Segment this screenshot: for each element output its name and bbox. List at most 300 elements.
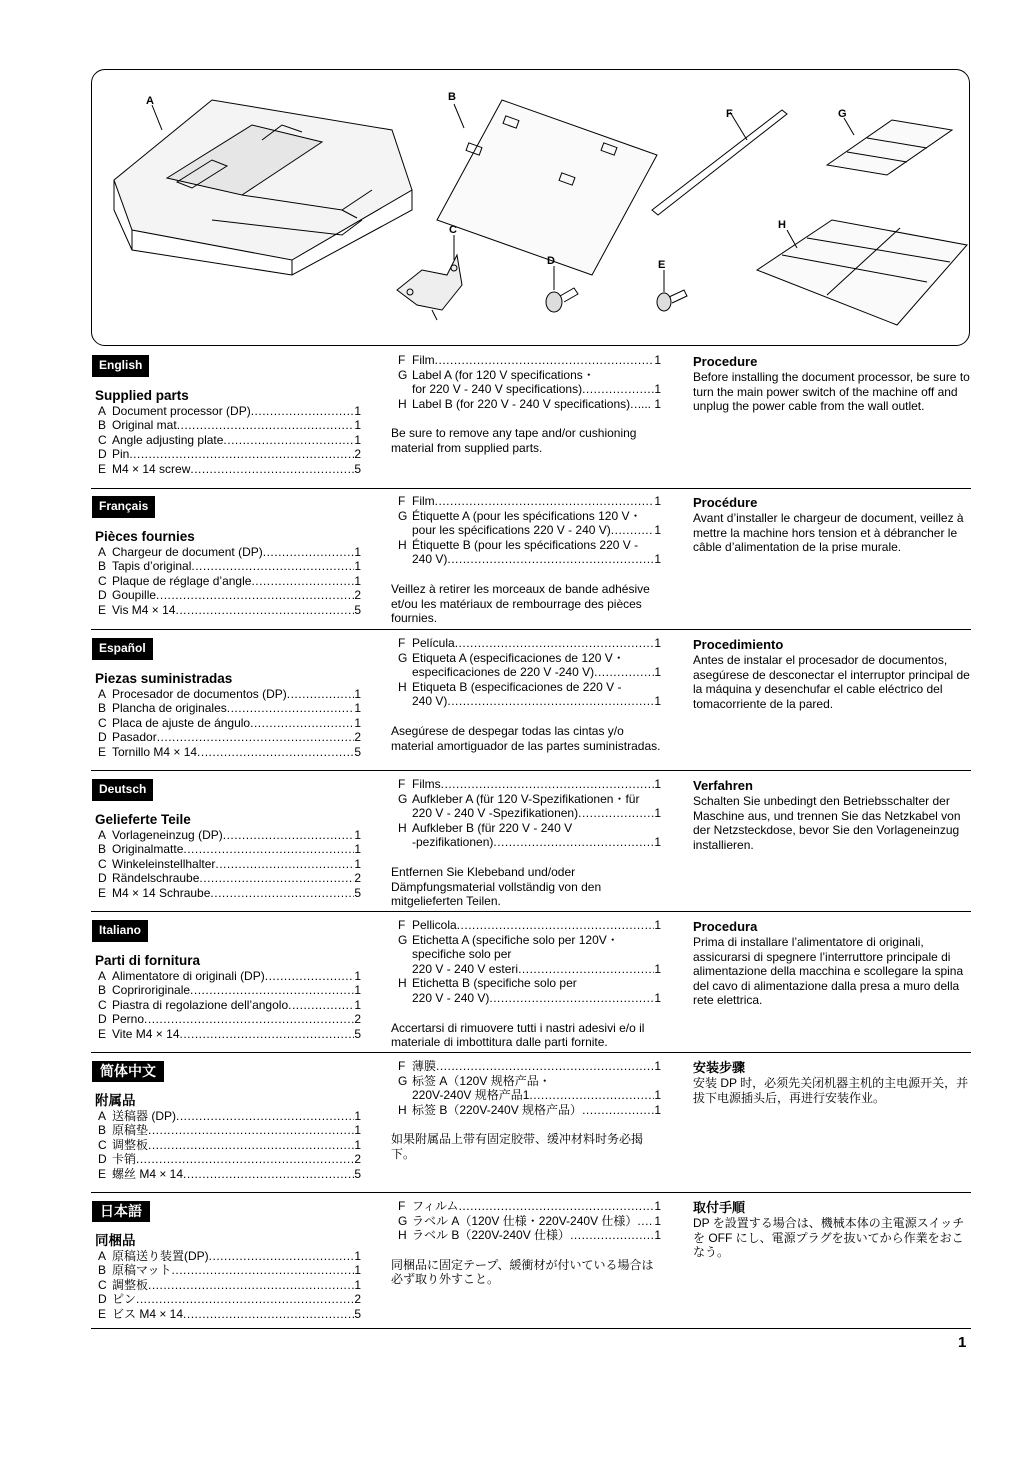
labels-column xyxy=(391,636,661,753)
procedure-text: Antes de instalar el procesador de documentos, asegúrese de desconectar el interruptor principal de la máquina y desenchufar el cable eléctrico del tomacorriente de la pared. xyxy=(693,653,970,711)
leader-dots xyxy=(136,1152,354,1167)
leader-dots xyxy=(637,1214,654,1229)
supplied-parts-column xyxy=(91,777,361,901)
procedure-title: Procedure xyxy=(693,354,758,369)
item-text: Plancha de originales xyxy=(112,701,227,716)
item-key: D xyxy=(98,1012,107,1027)
item-key: A xyxy=(98,403,107,418)
item-key: E xyxy=(98,1166,107,1181)
supplied-parts-column xyxy=(91,494,361,618)
item-text: Piastra di regolazione dell’angolo xyxy=(112,997,289,1012)
item-qty: 1 xyxy=(654,835,661,850)
item-qty: 1 xyxy=(354,573,361,588)
item-text: M4 × 14 screw xyxy=(112,461,191,476)
item-key: D xyxy=(98,447,107,462)
item-key: H xyxy=(398,537,407,552)
item-text: specifiche solo per xyxy=(412,947,512,962)
item-key xyxy=(398,806,412,821)
parts-list xyxy=(98,1109,361,1182)
list-item xyxy=(398,947,661,962)
list-item xyxy=(98,574,361,589)
leader-dots xyxy=(594,665,654,680)
list-item xyxy=(398,976,661,991)
item-text: 标签 B（220V-240V 规格产品） xyxy=(412,1102,583,1117)
item-qty: 1 xyxy=(354,701,361,716)
item-key xyxy=(398,991,412,1006)
leader-dots xyxy=(582,1103,654,1118)
list-item xyxy=(98,745,361,760)
list-item xyxy=(98,701,361,716)
leader-dots xyxy=(518,962,654,977)
item-key: E xyxy=(98,1306,107,1321)
item-qty: 1 xyxy=(354,983,361,998)
list-item xyxy=(98,545,361,560)
list-item xyxy=(398,1103,661,1118)
removal-note: Be sure to remove any tape and/or cushioning material from supplied parts. xyxy=(391,426,637,455)
list-item xyxy=(398,792,661,807)
angle-plate-drawing xyxy=(397,255,462,320)
list-item xyxy=(98,1138,361,1153)
list-item xyxy=(98,1109,361,1124)
item-qty: 2 xyxy=(354,588,361,603)
section-divider xyxy=(91,1192,971,1193)
leader-dots xyxy=(183,842,354,857)
leader-dots xyxy=(441,777,655,792)
item-text: for 220 V - 240 V specifications) xyxy=(412,382,583,397)
removal-note: Accertarsi di rimuovere tutti i nastri adesivi e/o il materiale di imbottitura dalle parti fornite. xyxy=(391,1020,645,1050)
item-qty: 1 xyxy=(354,827,361,842)
screw-drawing xyxy=(657,290,687,311)
list-item xyxy=(98,1249,361,1264)
label-b-drawing xyxy=(757,220,967,325)
list-item xyxy=(98,730,361,745)
item-text: Films xyxy=(412,777,441,791)
section-divider xyxy=(91,1052,971,1053)
leader-dots xyxy=(176,1109,354,1124)
item-text: 220 V - 240 V -Spezifikationen) xyxy=(412,806,579,821)
list-item xyxy=(98,404,361,419)
item-text: M4 × 14 Schraube xyxy=(112,885,211,900)
leader-dots xyxy=(630,397,641,412)
item-text: 调整板 xyxy=(112,1137,149,1152)
parts-list xyxy=(98,1249,361,1322)
removal-note: Veillez à retirer les morceaux de bande adhésive et/ou les matériaux de rembourrage des pièces fournies. xyxy=(391,581,650,626)
item-key xyxy=(398,962,412,977)
list-item xyxy=(98,1027,361,1042)
item-text: Vorlageneinzug (DP) xyxy=(112,827,223,842)
item-key: G xyxy=(398,791,408,806)
procedure-text: Prima di installare l’alimentatore di originali, assicurarsi di spegnere l’interruttore principale di alimentazione della macchina e scollegare la spina del cavo di alimentazione dalla presa a muro della rete elettrica. xyxy=(693,935,964,1008)
procedure-title: Verfahren xyxy=(693,778,753,793)
svg-text:F: F xyxy=(726,108,733,120)
item-key: H xyxy=(398,1102,407,1117)
item-qty: ... 1 xyxy=(640,396,661,411)
item-qty: 1 xyxy=(354,1123,361,1138)
procedure-text: 安装 DP 时，必须先关闭机器主机的主电源开关，并拔下电源插头后，再进行安装作业。 xyxy=(693,1076,969,1105)
labels-column xyxy=(391,777,661,909)
leader-dots xyxy=(177,418,355,433)
procedure-column xyxy=(693,494,973,555)
list-item xyxy=(398,821,661,836)
svg-text:A: A xyxy=(146,95,154,107)
item-text: Chargeur de document (DP) xyxy=(112,544,263,559)
list-item xyxy=(98,588,361,603)
list-item xyxy=(98,1012,361,1027)
list-item xyxy=(98,559,361,574)
list-item xyxy=(398,1199,661,1214)
item-qty: 1 xyxy=(654,636,661,650)
procedure-column xyxy=(693,1199,973,1260)
list-item xyxy=(98,716,361,731)
item-qty: 1 xyxy=(654,382,661,397)
item-qty: 1 xyxy=(354,968,361,983)
item-qty: 5 xyxy=(354,1026,361,1041)
list-item xyxy=(98,857,361,872)
item-qty: 1 xyxy=(654,523,661,538)
leader-dots xyxy=(251,574,354,589)
leader-dots xyxy=(436,1059,654,1074)
item-text: -pezifikationen) xyxy=(412,835,494,850)
procedure-title: Procedura xyxy=(693,919,758,934)
item-qty: 1 xyxy=(654,1213,661,1228)
list-item xyxy=(398,552,661,567)
item-key: F xyxy=(398,1059,406,1073)
leader-dots xyxy=(190,462,354,477)
item-key: A xyxy=(98,1248,107,1263)
item-qty: 1 xyxy=(354,997,361,1012)
leader-dots xyxy=(215,857,354,872)
item-key: C xyxy=(98,997,107,1012)
procedure-column xyxy=(693,1059,973,1105)
leader-dots xyxy=(611,523,655,538)
language-tag: 日本語 xyxy=(92,1201,150,1222)
item-key: A xyxy=(98,686,107,701)
leader-dots xyxy=(288,998,354,1013)
labels-list xyxy=(398,918,661,1006)
item-key: A xyxy=(98,827,107,842)
item-key: A xyxy=(98,968,107,983)
item-text: Étiquette B (pour les spécifications 220 V - xyxy=(412,537,639,552)
labels-list xyxy=(398,353,661,411)
leader-dots xyxy=(191,559,354,574)
leader-dots xyxy=(223,828,355,843)
item-text: ピン xyxy=(112,1292,137,1307)
item-qty: 1 xyxy=(654,777,661,791)
svg-text:G: G xyxy=(838,108,847,120)
leader-dots xyxy=(199,871,354,886)
item-key xyxy=(398,694,412,709)
list-item xyxy=(398,918,661,933)
item-text: Perno xyxy=(112,1012,145,1027)
item-text: Etichetta A (specifiche solo per 120V・ xyxy=(412,932,619,947)
item-key xyxy=(398,1088,412,1103)
labels-list xyxy=(398,777,661,850)
item-key: C xyxy=(98,573,107,588)
list-item xyxy=(398,694,661,709)
item-key: F xyxy=(398,494,406,508)
item-text: Etiqueta B (especificaciones de 220 V - xyxy=(412,679,622,694)
item-key: C xyxy=(98,432,107,447)
item-text: Etichetta B (specifiche solo per xyxy=(412,976,577,991)
list-item xyxy=(398,991,661,1006)
leader-dots xyxy=(263,545,355,560)
list-item xyxy=(398,1088,661,1103)
section-divider xyxy=(91,1328,971,1329)
item-key: F xyxy=(398,1199,406,1213)
item-text: 卡销 xyxy=(112,1152,137,1167)
item-text: ラベル B（220V-240V 仕様） xyxy=(412,1228,571,1243)
leader-dots xyxy=(570,1228,654,1243)
leader-dots xyxy=(175,603,354,618)
labels-column xyxy=(391,353,661,456)
parts-list xyxy=(98,828,361,901)
item-text: Étiquette A (pour les spécifications 120 V・ xyxy=(412,508,642,523)
leader-dots xyxy=(250,716,354,731)
removal-note: 同梱品に固定テープ、緩衝材が付いている場合は必ず取り外すこと。 xyxy=(391,1257,654,1287)
item-text: Película xyxy=(412,636,455,650)
procedure-column xyxy=(693,918,973,1008)
leader-dots xyxy=(156,588,354,603)
item-qty: 1 xyxy=(654,1199,661,1213)
item-text: Original mat xyxy=(112,418,177,433)
parts-title: Pièces fournies xyxy=(95,528,195,544)
film-drawing xyxy=(652,110,787,215)
leader-dots xyxy=(223,433,354,448)
list-item xyxy=(98,983,361,998)
leader-dots xyxy=(227,701,355,716)
leader-dots xyxy=(157,730,355,745)
list-item xyxy=(398,538,661,553)
item-text: 螺丝 M4 × 14 xyxy=(112,1166,184,1181)
parts-title: 附属品 xyxy=(95,1092,136,1108)
item-key: F xyxy=(398,777,406,791)
item-text: Plaque de réglage d’angle xyxy=(112,573,252,588)
section-divider xyxy=(91,488,971,489)
leader-dots xyxy=(180,1027,355,1042)
list-item xyxy=(98,418,361,433)
item-key: G xyxy=(398,650,408,665)
list-item xyxy=(98,828,361,843)
language-tag: Deutsch xyxy=(92,779,153,801)
removal-note: 如果附属品上带有固定胶带、缓冲材料时务必揭下。 xyxy=(391,1132,644,1161)
leader-dots xyxy=(455,636,655,651)
list-item xyxy=(98,1152,361,1167)
item-qty: 1 xyxy=(654,806,661,821)
language-tag: 简体中文 xyxy=(92,1061,164,1082)
list-item xyxy=(98,447,361,462)
item-qty: 1 xyxy=(654,552,661,567)
leader-dots xyxy=(183,1167,354,1182)
item-text: Originalmatte xyxy=(112,842,184,857)
list-item xyxy=(398,962,661,977)
item-key: G xyxy=(398,367,408,382)
list-item xyxy=(398,382,661,397)
item-text: Placa de ajuste de ángulo xyxy=(112,715,251,730)
item-text: 原稿マット xyxy=(112,1263,172,1278)
item-text: 調整板 xyxy=(112,1277,149,1292)
item-qty: 1 xyxy=(354,856,361,871)
list-item xyxy=(398,1214,661,1229)
item-text: 240 V) xyxy=(412,552,448,567)
item-text: Aufkleber B (für 220 V - 240 V xyxy=(412,820,573,835)
list-item xyxy=(398,523,661,538)
item-key: F xyxy=(398,918,406,932)
procedure-column xyxy=(693,777,973,852)
language-tag: English xyxy=(92,355,149,377)
item-key: E xyxy=(98,744,107,759)
labels-list xyxy=(398,636,661,709)
item-key: B xyxy=(98,418,107,433)
list-item xyxy=(98,969,361,984)
leader-dots xyxy=(459,1199,655,1214)
list-item xyxy=(398,397,661,412)
item-qty: 1 xyxy=(654,494,661,508)
procedure-text: DP を設置する場合は、機械本体の主電源スイッチを OFF にし、電源プラグを抜いてから作業をおこなう。 xyxy=(693,1216,965,1260)
item-text: Tapis d’original xyxy=(112,559,192,574)
leader-dots xyxy=(148,1123,354,1138)
item-qty: 1 xyxy=(354,1108,361,1123)
item-key: E xyxy=(98,885,107,900)
procedure-text: Avant d’installer le chargeur de document, veillez à mettre la machine hors tension et à débrancher le câble d’alimentation de la prise murale. xyxy=(693,511,964,555)
parts-list xyxy=(98,404,361,477)
section-divider xyxy=(91,629,971,630)
item-qty: 5 xyxy=(354,744,361,759)
item-key: G xyxy=(398,932,408,947)
item-key: D xyxy=(98,871,107,886)
item-text: Alimentatore di originali (DP) xyxy=(112,968,265,983)
item-key: H xyxy=(398,679,407,694)
leader-dots xyxy=(457,918,655,933)
list-item xyxy=(98,433,361,448)
procedure-title: Procedimiento xyxy=(693,637,784,652)
procedure-column xyxy=(693,636,973,711)
item-key: B xyxy=(98,842,107,857)
item-qty: 1 xyxy=(654,918,661,932)
leader-dots xyxy=(136,1292,354,1307)
svg-text:H: H xyxy=(778,219,786,231)
item-text: Pin xyxy=(112,447,130,462)
item-qty: 1 xyxy=(354,715,361,730)
leader-dots xyxy=(172,1263,355,1278)
parts-list xyxy=(98,687,361,760)
svg-text:C: C xyxy=(449,224,457,236)
item-key: G xyxy=(398,1213,408,1228)
svg-text:E: E xyxy=(658,259,666,271)
labels-column xyxy=(391,494,661,626)
item-text: pour les spécifications 220 V - 240 V) xyxy=(412,523,611,538)
item-key: H xyxy=(398,820,407,835)
item-key: C xyxy=(98,1277,107,1292)
item-qty: 5 xyxy=(354,1166,361,1181)
item-key: D xyxy=(98,1152,107,1167)
label-a-drawing xyxy=(827,120,952,175)
procedure-title: 安装步骤 xyxy=(693,1060,746,1075)
list-item xyxy=(398,651,661,666)
item-text: Goupille xyxy=(112,588,157,603)
item-text: 原稿垫 xyxy=(112,1123,149,1138)
item-text: Pasador xyxy=(112,730,157,745)
list-item xyxy=(98,462,361,477)
procedure-title: Procédure xyxy=(693,495,758,510)
section-divider xyxy=(91,770,971,771)
item-qty: 5 xyxy=(354,885,361,900)
item-text: Procesador de documentos (DP) xyxy=(112,686,287,701)
leader-dots xyxy=(447,694,654,709)
list-item xyxy=(398,509,661,524)
item-qty: 1 xyxy=(354,1248,361,1263)
item-key: H xyxy=(398,1228,407,1243)
item-qty: 2 xyxy=(354,871,361,886)
item-qty: 5 xyxy=(354,461,361,476)
list-item xyxy=(398,777,661,792)
list-item xyxy=(398,665,661,680)
item-key: E xyxy=(98,602,107,617)
list-item xyxy=(398,494,661,509)
item-text: Copriroriginale xyxy=(112,983,191,998)
item-key xyxy=(398,382,412,397)
item-key: G xyxy=(398,1073,408,1088)
list-item xyxy=(98,842,361,857)
item-key: B xyxy=(98,1263,107,1278)
item-text: Vite M4 × 14 xyxy=(112,1026,180,1041)
list-item xyxy=(398,835,661,850)
leader-dots xyxy=(129,447,354,462)
parts-title: Supplied parts xyxy=(95,387,189,403)
item-key xyxy=(398,665,412,680)
removal-note: Entfernen Sie Klebeband und/oder Dämpfungsmaterial vollständig von den mitgelieferten Teilen. xyxy=(391,864,602,909)
procedure-text: Before installing the document processor, be sure to turn the main power switch of the machine off and unplug the power cable from the wall outlet. xyxy=(693,370,970,414)
item-key: F xyxy=(398,353,406,367)
leader-dots xyxy=(578,806,654,821)
labels-list xyxy=(398,494,661,567)
item-text: 220 V - 240 V esteri xyxy=(412,961,519,976)
procedure-column xyxy=(693,353,973,414)
item-qty: 2 xyxy=(354,730,361,745)
labels-column xyxy=(391,1199,661,1287)
item-key: B xyxy=(98,701,107,716)
item-text: 原稿送り装置(DP) xyxy=(112,1248,209,1263)
item-qty: 2 xyxy=(354,447,361,462)
list-item xyxy=(98,603,361,618)
original-mat-drawing xyxy=(437,100,657,275)
labels-column xyxy=(391,918,661,1050)
item-text: 240 V) xyxy=(412,694,448,709)
item-qty: 1 xyxy=(354,418,361,433)
item-key: B xyxy=(98,559,107,574)
item-key: C xyxy=(98,1137,107,1152)
list-item xyxy=(98,1292,361,1307)
leader-dots xyxy=(435,494,655,509)
parts-drawing xyxy=(92,70,971,347)
list-item xyxy=(98,1307,361,1322)
item-qty: 1 xyxy=(654,1102,661,1117)
item-key: F xyxy=(398,636,406,650)
list-item xyxy=(98,871,361,886)
list-item xyxy=(398,1074,661,1089)
leader-dots xyxy=(489,991,654,1006)
leader-dots xyxy=(190,983,354,998)
list-item xyxy=(398,636,661,651)
list-item xyxy=(398,933,661,948)
item-text: フィルム xyxy=(412,1199,459,1213)
language-tag: Italiano xyxy=(92,920,148,942)
leader-dots xyxy=(209,1249,355,1264)
list-item xyxy=(398,806,661,821)
item-qty: 1 xyxy=(354,1263,361,1278)
leader-dots xyxy=(435,353,655,368)
item-text: 标签 A（120V 规格产品・ xyxy=(412,1073,551,1088)
list-item xyxy=(98,1123,361,1138)
